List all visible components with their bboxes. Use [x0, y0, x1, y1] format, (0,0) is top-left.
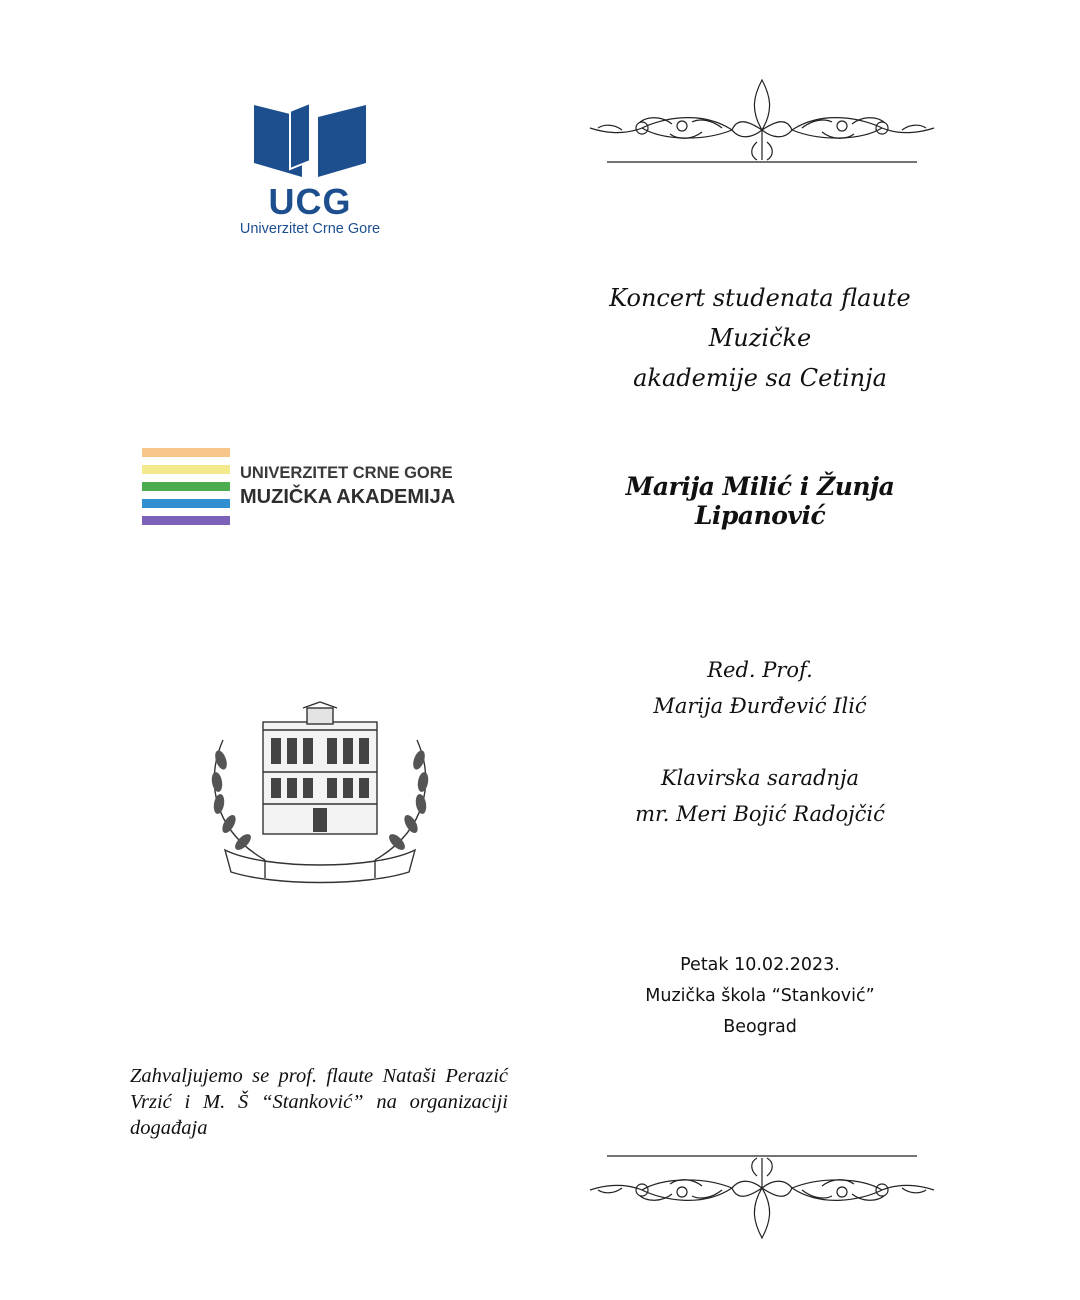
- ornament-divider-icon: [582, 1148, 942, 1248]
- logo-stripe: [142, 499, 230, 508]
- ucg-logo-subtitle: Univerzitet Crne Gore: [239, 221, 381, 237]
- event-venue: Muzička škola “Stanković”: [645, 986, 875, 1006]
- credits-block: [580, 652, 940, 832]
- logo-stripe: [142, 482, 230, 491]
- school-building-emblem-icon: [195, 700, 445, 890]
- open-book-icon: [250, 101, 370, 179]
- concert-title-line-2: akademije sa Cetinja: [633, 364, 887, 392]
- ucg-logo-letters: UCG: [268, 181, 352, 222]
- piano-collaboration-label: Klavirska saradnja: [660, 766, 860, 790]
- music-academy-logo: [142, 446, 472, 530]
- pianist-name: mr. Meri Bojić Radojčić: [635, 802, 885, 826]
- event-info: [580, 950, 940, 1043]
- logo-stripe: [142, 516, 230, 525]
- academy-logo-name: MUZIČKA AKADEMIJA: [240, 486, 456, 508]
- professor-name: Marija Đurđević Ilić: [653, 694, 867, 718]
- logo-stripe: [142, 465, 230, 474]
- event-date: Petak 10.02.2023.: [680, 955, 840, 975]
- ucg-logo: [210, 95, 410, 245]
- concert-title: [570, 278, 950, 398]
- professor-title: Red. Prof.: [707, 658, 813, 682]
- concert-title-line-1: Koncert studenata flaute Muzičke: [609, 284, 911, 352]
- performers-names: Marija Milić i Žunja Lipanović: [625, 472, 895, 530]
- ornament-divider-icon: [582, 70, 942, 170]
- event-city: Beograd: [723, 1017, 797, 1037]
- acknowledgement-text: Zahvaljujemo se prof. flaute Nataši Perazić Vrzić i M. Š “Stanković” na organizaciji događaja: [130, 1065, 508, 1139]
- logo-stripe: [142, 448, 230, 457]
- academy-logo-university: UNIVERZITET CRNE GORE: [240, 464, 453, 482]
